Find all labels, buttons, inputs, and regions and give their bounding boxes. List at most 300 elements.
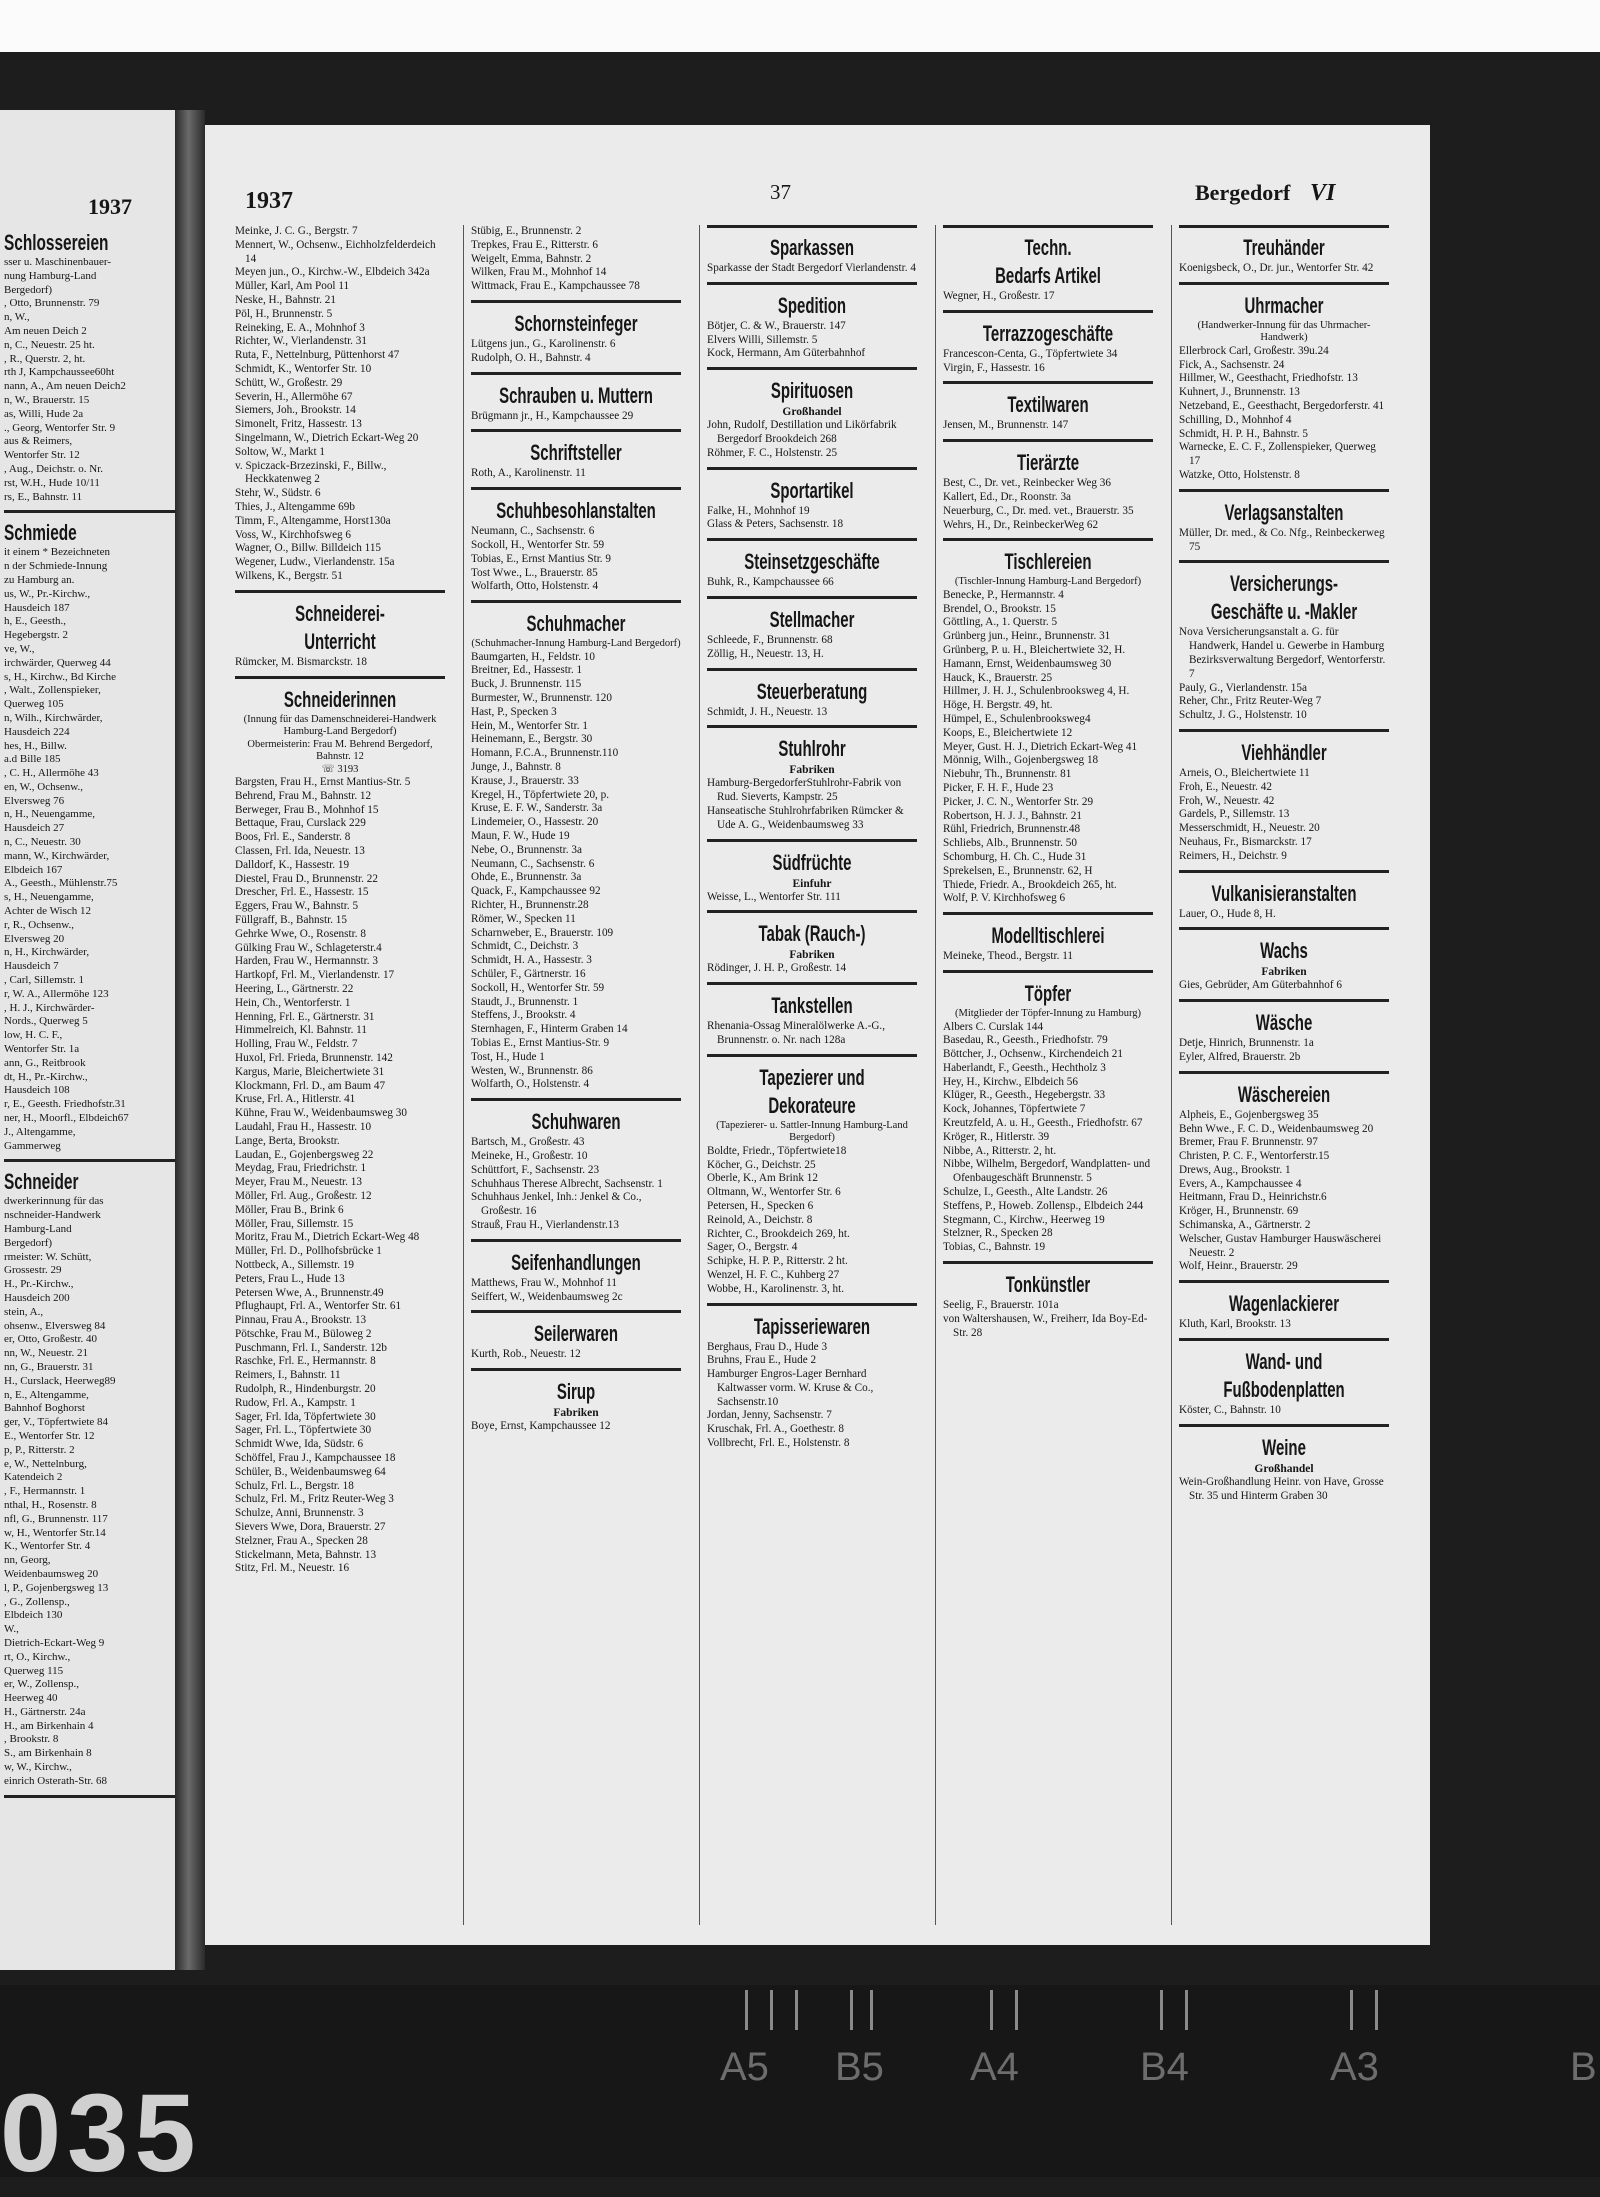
directory-entry: Pflughaupt, Frl. A., Wentorfer Str. 61 — [235, 1300, 402, 1313]
ruler-size-label: A5 — [720, 2045, 769, 2089]
directory-entry: Gardels, P., Sillemstr. 13 — [1179, 808, 1290, 821]
section-title: Wachs — [1260, 938, 1308, 964]
header-volume: VI — [1310, 180, 1336, 206]
section-rule — [4, 1795, 180, 1798]
left-directory-entry: , Aug., Deichstr. o. Nr. — [4, 462, 103, 475]
section-rule — [1179, 560, 1389, 563]
section-rule — [1179, 870, 1389, 873]
left-directory-entry: n, C., Neuestr. 25 ht. — [4, 338, 95, 351]
directory-entry: Weisse, L., Wentorfer Str. 111 — [707, 890, 841, 903]
directory-entry: Bargsten, Frau H., Ernst Mantius-Str. 5 — [235, 776, 411, 789]
directory-entry: Schmidt, H. P. H., Bahnstr. 5 — [1179, 427, 1308, 440]
left-directory-entry: Querweg 115 — [4, 1664, 64, 1677]
section-rule — [707, 367, 917, 370]
section-title: Stuhlrohr — [778, 736, 846, 762]
section-rule — [235, 590, 445, 593]
directory-entry: Tobias, E., Ernst Mantius Str. 9 — [471, 552, 611, 565]
section-title: Schneiderinnen — [283, 686, 397, 712]
directory-entry: Koops, E., Bleichertwiete 12 — [943, 726, 1073, 739]
directory-entry: Weigelt, Emma, Bahnstr. 2 — [471, 252, 592, 265]
directory-entry: Ruta, F., Nettelnburg, Püttenhorst 47 — [235, 349, 400, 362]
ruler-tick — [1375, 1990, 1378, 2030]
directory-entry: Zöllig, H., Neuestr. 13, H. — [707, 647, 824, 660]
left-directory-entry: , C. H., Allermöhe 43 — [4, 767, 99, 780]
left-directory-entry: nthal, H., Rosenstr. 8 — [4, 1498, 97, 1511]
left-directory-entry: w, H., Wentorfer Str.14 — [4, 1526, 106, 1539]
section-rule — [943, 310, 1153, 313]
directory-entry: Röhmer, F. C., Holstenstr. 25 — [707, 446, 838, 459]
left-directory-entry: Hausdeich 224 — [4, 725, 70, 738]
directory-entry: Rhenania-Ossag Mineralölwerke A.-G., Brunnenstr. o. Nr. nach 128a — [707, 1020, 886, 1046]
left-directory-entry: ve, W., — [4, 642, 35, 655]
directory-entry: Virgin, F., Hassestr. 16 — [943, 361, 1045, 374]
left-directory-entry: einrich Osterath-Str. 68 — [4, 1774, 107, 1787]
directory-entry: Sternhagen, F., Hinterm Graben 14 — [471, 1023, 628, 1036]
left-directory-entry: w, W., Kirchw., — [4, 1761, 72, 1774]
left-directory-entry: W., — [4, 1623, 19, 1636]
directory-entry: Meyer, Gust. H. J., Dietrich Eckart-Weg 41 — [943, 740, 1138, 753]
directory-entry: Wolf, Heinr., Brauerstr. 29 — [1179, 1260, 1298, 1273]
directory-entry: Voss, W., Kirchhofsweg 6 — [235, 528, 352, 541]
directory-entry: Lütgens jun., G., Karolinenstr. 6 — [471, 337, 616, 350]
directory-entry: Stickelmann, Meta, Bahnstr. 13 — [235, 1548, 377, 1561]
left-directory-entry: nn, Georg, — [4, 1554, 51, 1567]
directory-entry: Neumann, C., Sachsenstr. 6 — [471, 525, 595, 538]
left-directory-entry: Bergedorf) — [4, 1236, 53, 1249]
directory-entry: Soltow, W., Markt 1 — [235, 445, 326, 458]
section-note: Obermeisterin: Frau M. Behrend Bergedorf, Bahnstr. 12 — [247, 738, 433, 763]
directory-entry: Wilken, Frau M., Mohnhof 14 — [471, 266, 607, 279]
directory-entry: Mennert, W., Ochsenw., Eichholzfelderdeich 14 — [235, 238, 436, 265]
left-directory-entry: , Otto, Brunnenstr. 79 — [4, 297, 100, 310]
directory-entry: Strauß, Frau H., Vierlandenstr.13 — [471, 1218, 619, 1231]
section-subtitle: Einfuhr — [792, 877, 832, 890]
left-section-title: Schlossereien — [4, 230, 109, 255]
directory-entry: Messerschmidt, H., Neuestr. 20 — [1179, 822, 1320, 835]
section-title: Geschäfte u. -Makler — [1210, 599, 1358, 625]
left-directory-entry: Elversweg 76 — [4, 794, 65, 807]
section-rule — [471, 1239, 681, 1242]
left-directory-entry: n, W., — [4, 311, 30, 324]
section-title: Stellmacher — [769, 606, 855, 632]
section-rule — [943, 1261, 1153, 1264]
directory-entry: Buck, J. Brunnenstr. 115 — [471, 678, 582, 691]
left-page — [0, 110, 180, 1970]
section-rule — [707, 225, 917, 228]
directory-entry: Möller, Frl. Aug., Großestr. 12 — [235, 1189, 372, 1202]
directory-entry: Bettaque, Frau, Curslack 229 — [235, 817, 366, 830]
directory-entry: Himmelreich, Kl. Bahnstr. 11 — [235, 1024, 367, 1037]
directory-entry: Meinke, J. C. G., Bergstr. 7 — [235, 225, 358, 237]
directory-entry: Meyer, Frau M., Neuestr. 13 — [235, 1176, 362, 1189]
directory-entry: Glass & Peters, Sachsenstr. 18 — [707, 518, 844, 531]
directory-entry: Müller, Karl, Am Pool 11 — [235, 280, 350, 293]
directory-entry: Sager, Frl. Ida, Töpfertwiete 30 — [235, 1410, 376, 1423]
section-title: Wäschereien — [1237, 1081, 1331, 1107]
directory-entry: Stübig, E., Brunnenstr. 2 — [471, 225, 582, 237]
directory-entry: Bremer, Frau F. Brunnenstr. 97 — [1179, 1136, 1318, 1149]
directory-entry: Hauck, K., Brauerstr. 25 — [943, 671, 1053, 684]
directory-entry: Schulze, Anni, Brunnenstr. 3 — [235, 1507, 364, 1520]
left-directory-entry: Am neuen Deich 2 — [4, 324, 87, 337]
section-rule — [943, 225, 1153, 228]
section-title: Terrazzogeschäfte — [982, 320, 1114, 346]
directory-column — [1179, 225, 1389, 1503]
directory-entry: Meydag, Frau, Friedrichstr. 1 — [235, 1162, 367, 1175]
header-place: Bergedorf — [1195, 180, 1291, 205]
directory-entry: Scharnweber, E., Brauerstr. 109 — [471, 926, 614, 939]
directory-entry: Diestel, Frau D., Brunnenstr. 22 — [235, 872, 378, 885]
directory-entry: Meineke, Theod., Bergstr. 11 — [943, 950, 1073, 963]
directory-entry: Stitz, Frl. M., Neuestr. 16 — [235, 1562, 350, 1575]
directory-entry: Sager, Frl. L., Töpfertwiete 30 — [235, 1424, 372, 1437]
left-directory-entry: zu Hamburg an. — [4, 573, 75, 586]
directory-entry: Pauly, G., Vierlandenstr. 15a — [1179, 681, 1307, 694]
ruler-tick — [1160, 1990, 1163, 2030]
section-rule — [1179, 1071, 1389, 1074]
directory-entry: Kreutzfeld, A. u. H., Geesth., Friedhofstr. 67 — [943, 1117, 1143, 1130]
section-rule — [707, 538, 917, 541]
left-directory-entry: , H. J., Kirchwärder- — [4, 1001, 95, 1014]
directory-entry: Arneis, O., Bleichertwiete 11 — [1179, 766, 1310, 779]
left-directory-entry: Hausdeich 200 — [4, 1291, 70, 1304]
directory-entry: Behrend, Frau M., Bahnstr. 12 — [235, 789, 372, 802]
directory-entry: Timm, F., Altengamme, Horst130a — [235, 514, 391, 527]
directory-entry: Schmidt, K., Wentorfer Str. 10 — [235, 362, 372, 375]
directory-entry: Schimanska, A., Gärtnerstr. 2 — [1179, 1219, 1311, 1232]
left-directory-entry: Wentorfer Str. 12 — [4, 449, 80, 462]
directory-entry: Lindemeier, O., Hassestr. 20 — [471, 816, 599, 829]
left-directory-entry: Dietrich-Eckart-Weg 9 — [4, 1636, 105, 1649]
directory-entry: Westen, W., Brunnenstr. 86 — [471, 1064, 593, 1077]
left-directory-entry: Hausdeich 108 — [4, 1084, 70, 1097]
section-rule — [1179, 1424, 1389, 1427]
directory-entry: Kruschak, Frl. A., Goethestr. 8 — [707, 1423, 845, 1436]
ruler-size-label: A3 — [1330, 2045, 1379, 2089]
directory-entry: Tobias, C., Bahnstr. 19 — [943, 1241, 1046, 1254]
section-title: Bedarfs Artikel — [995, 263, 1101, 288]
section-title: Sirup — [556, 1379, 596, 1405]
left-directory-entry: Elbdeich 167 — [4, 863, 63, 876]
left-directory-entry: Elbdeich 130 — [4, 1609, 63, 1622]
directory-entry: Petersen Wwe, A., Brunnenstr.49 — [235, 1286, 384, 1299]
directory-entry: Sockoll, H., Wentorfer Str. 59 — [471, 538, 605, 551]
directory-entry: Froh, W., Neuestr. 42 — [1179, 794, 1275, 807]
directory-entry: von Waltershausen, W., Freiherr, Ida Boy-Ed-Str. 28 — [943, 1312, 1148, 1339]
directory-entry: Möller, Frau B., Brink 6 — [235, 1203, 344, 1216]
directory-entry: Schuhhaus Jenkel, Inh.: Jenkel & Co., Großestr. 16 — [471, 1191, 642, 1218]
directory-entry: Kregel, H., Töpfertwiete 20, p. — [471, 788, 610, 801]
directory-entry: Koenigsbeck, O., Dr. jur., Wentorfer Str. 42 — [1179, 262, 1374, 274]
section-title: Viehhändler — [1241, 739, 1327, 765]
directory-entry: Grünberg jun., Heinr., Brunnenstr. 31 — [943, 630, 1111, 643]
left-directory-entry: ger, V., Töpfertwiete 84 — [4, 1416, 109, 1429]
directory-entry: Pöl, H., Brunnenstr. 5 — [235, 307, 333, 320]
scan-top-margin — [0, 0, 1600, 52]
section-rule — [707, 725, 917, 728]
section-note: (Handwerker-Innung für das Uhrmacher-Handwerk) — [1197, 319, 1371, 344]
directory-entry: Raschke, Frl. E., Hermannstr. 8 — [235, 1355, 376, 1368]
section-title: Tapezierer und — [759, 1064, 865, 1090]
directory-entry: Roth, A., Karolinenstr. 11 — [471, 467, 586, 480]
directory-entry: Netzeband, E., Geesthacht, Bergedorferstr. 41 — [1179, 399, 1385, 412]
section-rule — [707, 467, 917, 470]
directory-entry: Siemers, Joh., Brookstr. 14 — [235, 404, 356, 417]
left-directory-entry: irchwärder, Querweg 44 — [4, 656, 111, 669]
directory-entry: Ellerbrock Carl, Großestr. 39u.24 — [1179, 344, 1329, 357]
section-subtitle: Fabriken — [789, 949, 835, 962]
directory-entry: Niebuhr, Th., Brunnenstr. 81 — [943, 768, 1072, 781]
section-rule — [1179, 1338, 1389, 1341]
directory-entry: Warnecke, E. C. F., Zollenspieker, Querweg 17 — [1179, 441, 1376, 468]
directory-entry: Francescon-Centa, G., Töpfertwiete 34 — [943, 347, 1118, 360]
left-directory-entry: hes, H., Billw. — [4, 739, 67, 752]
left-page-year: 1937 — [88, 194, 132, 219]
directory-entry: Schüler, F., Gärtnerstr. 16 — [471, 967, 586, 980]
directory-entry: Neumann, C., Sachsenstr. 6 — [471, 857, 595, 870]
left-directory-entry: , Brookstr. 8 — [4, 1733, 59, 1746]
left-directory-entry: nann, A., Am neuen Deich2 — [4, 380, 126, 393]
left-directory-entry: H., Gärtnerstr. 24a — [4, 1705, 86, 1718]
ruler-tick — [770, 1990, 773, 2030]
directory-entry: Nibbe, Wilhelm, Bergedorf, Wandplatten- und Ofenbaugeschäft Brunnenstr. 5 — [943, 1158, 1151, 1185]
directory-entry: Basedau, R., Geesth., Friedhofstr. 79 — [943, 1034, 1108, 1047]
directory-entry: Wegner, H., Großestr. 17 — [943, 290, 1055, 302]
section-title: Tierärzte — [1016, 450, 1080, 476]
section-rule — [4, 1159, 180, 1162]
left-directory-entry: Hamburg-Land — [4, 1223, 72, 1235]
directory-entry: Matthews, Frau W., Mohnhof 11 — [471, 1276, 617, 1289]
ruler-size-label: B5 — [835, 2045, 884, 2089]
ruler-tick — [745, 1990, 748, 2030]
section-rule — [707, 982, 917, 985]
section-rule — [943, 912, 1153, 915]
directory-entry: Rödinger, J. H. P., Großestr. 14 — [707, 962, 847, 975]
left-directory-entry: n der Schmiede-Innung — [4, 560, 108, 573]
section-title: Fußbodenplatten — [1223, 1377, 1345, 1403]
directory-entry: Böttcher, J., Ochsenw., Kirchendeich 21 — [943, 1048, 1123, 1061]
left-directory-entry: rs, E., Bahnstr. 11 — [4, 490, 83, 503]
directory-entry: Laudahl, Frau H., Hassestr. 10 — [235, 1120, 372, 1133]
directory-entry: Vollbrecht, Frl. E., Holstenstr. 8 — [707, 1437, 850, 1450]
left-directory-entry: stein, A., — [4, 1305, 44, 1318]
directory-entry: Ohde, E., Brunnenstr. 3a — [471, 871, 582, 884]
directory-entry: Peters, Frau L., Hude 13 — [235, 1272, 345, 1285]
directory-entry: Krause, J., Brauerstr. 33 — [471, 774, 579, 787]
section-title: Steinsetzgeschäfte — [744, 549, 880, 575]
section-rule — [1179, 927, 1389, 930]
section-title: Uhrmacher — [1244, 292, 1324, 318]
left-directory-entry: p, P., Ritterstr. 2 — [4, 1443, 75, 1456]
section-title: Spedition — [777, 292, 847, 318]
directory-entry: Neuhaus, Fr., Bismarckstr. 17 — [1179, 835, 1312, 848]
directory-entry: Berweger, Frau B., Mohnhof 15 — [235, 803, 379, 816]
directory-entry: Möller, Frau, Sillemstr. 15 — [235, 1217, 354, 1230]
section-title: Töpfer — [1024, 981, 1072, 1006]
section-title: Schriftsteller — [530, 440, 622, 466]
directory-entry: Wittmack, Frau E., Kampchaussee 78 — [471, 280, 640, 293]
left-directory-entry: er, W., Zollensp., — [4, 1678, 80, 1691]
directory-entry: Moritz, Frau M., Dietrich Eckart-Weg 48 — [235, 1231, 420, 1244]
left-directory-entry: rt, O., Kirchw., — [4, 1650, 71, 1663]
ruler-size-label: B4 — [1140, 2045, 1189, 2089]
directory-entry: Schüttfort, F., Sachsenstr. 23 — [471, 1163, 600, 1176]
directory-entry: Schmidt, J. H., Neuestr. 13 — [707, 705, 828, 718]
directory-entry: Kruse, E. F. W., Sanderstr. 3a — [471, 802, 603, 815]
directory-entry: Brendel, O., Brookstr. 15 — [943, 602, 1056, 615]
left-directory-entry: Hausdeich 7 — [4, 960, 59, 973]
section-title: Schneiderei- — [295, 600, 385, 626]
left-directory-entry: Hausdeich 187 — [4, 601, 70, 614]
directory-entry: Meineke, H., Großestr. 10 — [471, 1149, 588, 1162]
directory-entry: Tobias E., Ernst Mantius-Str. 9 — [471, 1036, 610, 1049]
left-page-content — [4, 230, 180, 1805]
directory-entry: Schmidt, C., Deichstr. 3 — [471, 940, 579, 953]
directory-entry: Richter, C., Brookdeich 269, ht. — [707, 1227, 850, 1240]
directory-entry: Oberle, K., Am Brink 12 — [707, 1172, 818, 1185]
directory-entry: Richter, H., Brunnenstr.28 — [471, 899, 589, 911]
left-directory-entry: Nords., Querweg 5 — [4, 1015, 88, 1028]
ruler-tick — [795, 1990, 798, 2030]
directory-entry: Benecke, P., Hermannstr. 4 — [943, 588, 1064, 601]
left-directory-entry: Weidenbaumsweg 20 — [4, 1567, 99, 1580]
directory-entry: Kühne, Frau W., Weidenbaumsweg 30 — [235, 1107, 407, 1120]
left-directory-entry: E., Wentorfer Str. 12 — [4, 1429, 95, 1442]
directory-entry: Evers, A., Kampchaussee 4 — [1179, 1177, 1302, 1190]
directory-entry: Wegener, Ludw., Vierlandenstr. 15a — [235, 556, 395, 569]
section-title: Seilerwaren — [533, 1321, 618, 1347]
directory-entry: Kluth, Karl, Brookstr. 13 — [1179, 1318, 1291, 1331]
left-directory-entry: n, E., Altengamme, — [4, 1388, 89, 1401]
section-title: Tischlereien — [1004, 549, 1092, 575]
directory-entry: Laudan, E., Gojenbergsweg 22 — [235, 1148, 374, 1161]
directory-entry: Brügmann jr., H., Kampchaussee 29 — [471, 409, 634, 422]
directory-entry: Nova Versicherungsanstalt a. G. für Handwerk, Handel u. Gewerbe in Hamburg Bezirksverwaltung Bergedorf, Wentorferstr. 7 — [1179, 626, 1386, 680]
directory-column — [471, 225, 681, 1434]
left-directory-entry: ohsenw., Elversweg 84 — [4, 1319, 106, 1332]
section-rule — [235, 676, 445, 679]
left-section-title: Schmiede — [4, 520, 77, 546]
left-directory-entry: A., Geesth., Mühlenstr.75 — [4, 877, 118, 890]
directory-entry: Schmidt Wwe, Ida, Südstr. 6 — [235, 1438, 364, 1451]
left-directory-entry: K., Wentorfer Str. 4 — [4, 1540, 91, 1553]
directory-entry: Seelig, F., Brauerstr. 101a — [943, 1299, 1059, 1312]
directory-entry: Holling, Frau W., Feldstr. 7 — [235, 1038, 358, 1051]
directory-entry: Heitmann, Frau D., Heinrichstr.6 — [1179, 1191, 1327, 1204]
directory-entry: Haberlandt, F., Geesth., Hechtholz 3 — [943, 1061, 1106, 1074]
directory-entry: Sockoll, H., Wentorfer Str. 59 — [471, 981, 605, 994]
book-gutter — [175, 110, 205, 1970]
left-directory-entry: , G., Zollensp., — [4, 1595, 70, 1608]
directory-entry: Schultz, J. G., Holstenstr. 10 — [1179, 709, 1307, 722]
directory-entry: Heinemann, E., Bergstr. 30 — [471, 733, 593, 746]
directory-entry: Kock, Hermann, Am Güterbahnhof — [707, 347, 866, 360]
directory-entry: Lauer, O., Hude 8, H. — [1179, 907, 1276, 920]
column-divider — [463, 225, 464, 1925]
ruler-tick — [1350, 1990, 1353, 2030]
left-directory-entry: ner, H., Moorfl., Elbdeich67 — [4, 1112, 129, 1125]
directory-entry: Rümcker, M. Bismarckstr. 18 — [235, 655, 367, 668]
directory-entry: Sager, O., Bergstr. 4 — [707, 1241, 798, 1254]
directory-entry: Dalldorf, K., Hassestr. 19 — [235, 858, 350, 871]
directory-entry: Classen, Frl. Ida, Neuestr. 13 — [235, 845, 365, 857]
section-title: Dekorateure — [768, 1092, 856, 1118]
directory-entry: Fick, A., Sachsenstr. 24 — [1179, 358, 1285, 371]
directory-column — [707, 225, 917, 1451]
directory-entry: Meyen jun., O., Kirchw.-W., Elbdeich 342a — [235, 266, 430, 279]
directory-entry: Neuerburg, C., Dr. med. vet., Brauerstr. 35 — [943, 504, 1134, 517]
directory-entry: Steffens, P., Howeb. Zollensp., Elbdeich 244 — [943, 1199, 1144, 1212]
directory-entry: John, Rudolf, Destillation und Likörfabrik Bergedorf Brookdeich 268 — [707, 419, 897, 445]
section-rule — [943, 538, 1153, 541]
section-title: Seifenhandlungen — [511, 1249, 641, 1275]
directory-entry: Wolfarth, Otto, Holstenstr. 4 — [471, 580, 599, 593]
directory-entry: Schüler, B., Weidenbaumsweg 64 — [235, 1465, 386, 1478]
directory-entry: Wagner, O., Billw. Billdeich 115 — [235, 542, 382, 555]
header-year: 1937 — [245, 188, 293, 214]
directory-entry: Welscher, Gustav Hamburger Hauswäscherei Neuestr. 2 — [1179, 1232, 1382, 1259]
section-title: Schornsteinfeger — [514, 310, 638, 336]
left-directory-entry: H., am Birkenhain 4 — [4, 1719, 94, 1732]
directory-entry: Kock, Johannes, Töpfertwiete 7 — [943, 1103, 1086, 1116]
section-rule — [1179, 282, 1389, 285]
directory-entry: Höge, H. Bergstr. 49, ht. — [943, 699, 1053, 712]
left-directory-entry: l, P., Gojenbergsweg 13 — [4, 1581, 109, 1594]
directory-entry: Hümpel, E., Schulenbrooksweg4 — [943, 713, 1091, 726]
directory-entry: Froh, E., Neuestr. 42 — [1179, 780, 1272, 793]
section-title: Tapisseriewaren — [753, 1313, 871, 1339]
left-directory-entry: , F., Hermannstr. 1 — [4, 1485, 86, 1498]
page-header — [245, 180, 1425, 220]
directory-entry: Schulze, I., Geesth., Alte Landstr. 26 — [943, 1186, 1108, 1199]
directory-column — [943, 225, 1153, 1340]
directory-entry: Trepkes, Frau E., Ritterstr. 6 — [471, 238, 598, 251]
directory-entry: Bötjer, C. & W., Brauerstr. 147 — [707, 319, 846, 332]
directory-entry: Steffens, J., Brookstr. 4 — [471, 1009, 576, 1022]
directory-entry: Grünberg, P. u. H., Bleichertwiete 32, H. — [943, 644, 1126, 657]
section-title: Techn. — [1024, 235, 1072, 260]
left-directory-entry: en, W., Ochsenw., — [4, 780, 84, 793]
left-directory-entry: nn, G., Brauerstr. 31 — [4, 1360, 94, 1373]
section-rule — [707, 1303, 917, 1306]
directory-entry: Neske, H., Bahnstr. 21 — [235, 293, 336, 306]
directory-entry: Kruse, Frl. A., Hitlerstr. 41 — [235, 1093, 356, 1106]
section-rule — [471, 1310, 681, 1313]
directory-entry: Nebe, O., Brunnenstr. 3a — [471, 843, 582, 856]
left-directory-entry: low, H. C. F., — [4, 1029, 63, 1042]
column-divider — [699, 225, 700, 1925]
directory-entry: Stelzner, R., Specken 28 — [943, 1227, 1053, 1240]
directory-entry: Reimers, I., Bahnstr. 11 — [235, 1369, 341, 1382]
directory-entry: Buhk, R., Kampchaussee 66 — [707, 576, 834, 589]
directory-entry: Hartkopf, Frl. M., Vierlandenstr. 17 — [235, 969, 395, 982]
left-directory-entry: n, Wilh., Kirchwärder, — [4, 711, 103, 724]
directory-entry: Kargus, Marie, Bleichertwiete 31 — [235, 1065, 385, 1078]
left-directory-entry: n, H., Neuengamme, — [4, 808, 96, 821]
section-subtitle: Fabriken — [1261, 966, 1307, 979]
section-rule — [1179, 225, 1389, 228]
ruler-tick — [1185, 1990, 1188, 2030]
directory-entry: Henning, Frl. E., Gärtnerstr. 31 — [235, 1010, 375, 1023]
directory-entry: Wolfarth, O., Holstenstr. 4 — [471, 1078, 590, 1091]
directory-entry: Boos, Frl. E., Sanderstr. 8 — [235, 831, 351, 844]
directory-entry: Bartsch, M., Großestr. 43 — [471, 1136, 585, 1149]
section-rule — [943, 439, 1153, 442]
section-title: Vulkanisieranstalten — [1211, 880, 1357, 906]
directory-entry: Rudolph, R., Hindenburgstr. 20 — [235, 1383, 376, 1396]
section-title: Tankstellen — [771, 993, 853, 1019]
left-section-title: Schneider — [4, 1169, 79, 1195]
